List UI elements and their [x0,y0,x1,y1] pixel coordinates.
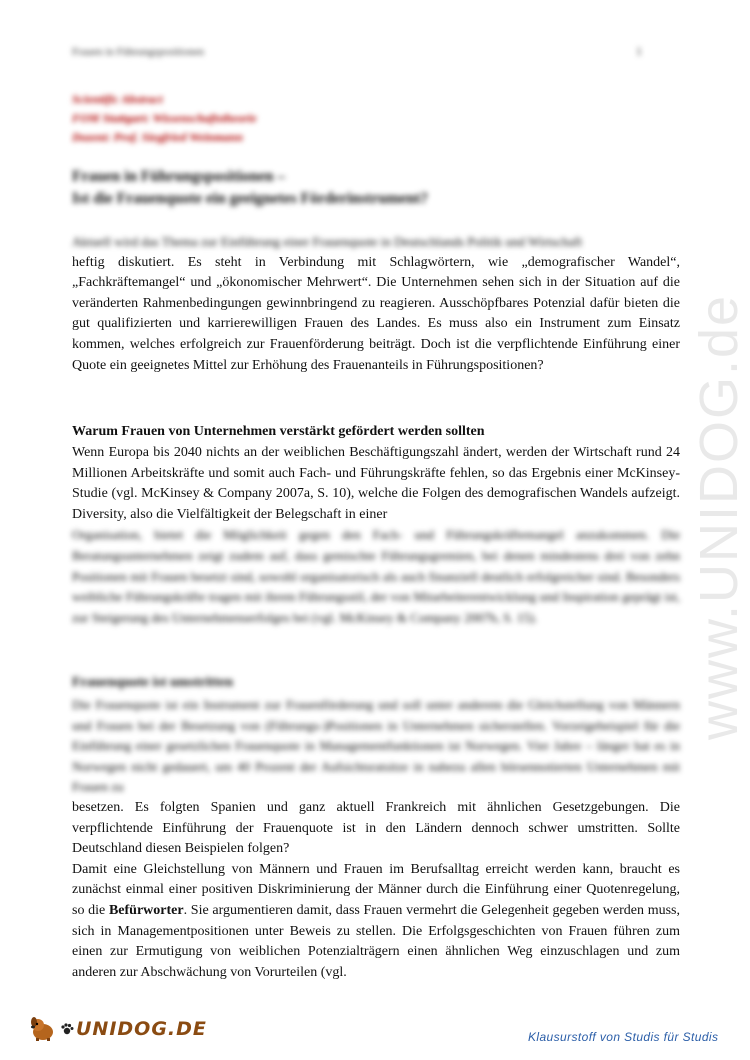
logo-text: UNIDOG.DE [76,1018,207,1040]
running-header: Frauen in Führungspositionen [72,46,204,58]
document-meta [72,90,257,147]
section1-paragraph [72,443,680,628]
paw-icon [60,1022,74,1036]
section2-text: besetzen. Es folgten Spanien und ganz aktuell Frankreich mit ähnlichen Gesetzgebungen. Die verpflichtende Einführung der Frauenquote ist in den Ländern dennoch schwer umstritten. Sollte Deutschland diesen Beispielen folgen? [72,799,680,857]
text2-before: Damit eine Gleichstellung von Männern und Frauen im Berufsalltag erreicht werden kann, braucht es zunächst einmal einer positiven Diskriminierung der Männer durch die Einführung einer Quotenregelung, so die [72,861,680,918]
document-title [72,166,672,210]
text2-after: . Sie argumentieren damit, dass Frauen vermehrt die Gelegenheit gegeben werden muss, sich in Managementpositionen unter Beweis zu stellen. Die Erfolgsgeschichten von Frauen führen zum einen zur Ermutigung von weiblichen Potenzialträgern einen ähnlichen Weg einzuschlagen und zum anderen zur Abschwächung von Vorurteilen (vgl. [72,902,680,980]
intro-paragraph [72,232,680,376]
watermark: www.UNIDOG.de [689,293,749,740]
dog-icon [28,1016,58,1042]
befuerworter-emphasis: Befürworter [108,902,184,918]
unidog-logo [28,1016,207,1042]
section2-heading: Frauenquote ist umstritten [72,675,233,690]
meta-type: Scientific Abstract [72,92,163,106]
meta-lecturer: Dozent: Prof. Siegfried Weinmann [72,130,243,144]
section2-text2 [72,860,680,984]
meta-course: FOM Stuttgart: Wissenschaftstheorie [72,111,257,125]
section1-heading: Warum Frauen von Unternehmen verstärkt gefördert werden sollten [72,424,485,439]
title-line-1: Frauen in Führungspositionen – [72,168,286,185]
section2-blurred-text: Die Frauenquote ist ein Instrument zur Frauenförderung und soll unter anderem die Gleichstellung von Männern und Frauen bei der Besetzung von (Führungs-)Positionen in Unternehmen sicherstellen. Vorzeigebeispiel für die Einführung einer gesetzlichen Frauenquote in Managementfunktionen ist Norwegen. Vier Jahre – länger hat es in Norwegen nicht gedauert, um 40 Prozent der Aufsichtsratsitze in nahezu allen börsennotierten Unternehmen mit Frauen zu [72,697,680,795]
footer-tagline: Klausurstoff von Studis für Studis [528,1030,719,1044]
page-number: 1 [636,44,642,58]
section1-text: Wenn Europa bis 2040 nichts an der weiblichen Beschäftigungszahl ändert, werden der Wirtschaft rund 24 Millionen Arbeitskräfte und somit auch Fach- und Führungskräfte fehlen, so das Ergebnis einer McKinsey-Studie (vgl. McKinsey & Company 2007a, S. 10), welche die Folgen des demografischen Wandels aufzeigt. Diversity, also die Vielfältigkeit der Belegschaft in einer [72,445,680,522]
section1-blurred-text: Organisation, bietet die Möglichkeit gegen den Fach- und Führungskräftemangel anzukommen. Die Beratungsunternehmen zeigt zudem auf, dass gemischte Führungsgremien, bei denen mindestens drei von zehn Positionen mit Frauen besetzt sind, sowohl organisatorisch als auch finanziell deutlich erfolgreicher sind. Besonders weibliche Führungskräfte tragen mit ihrem Führungsstil, der von Mitarbeiterentwicklung und Inspiration geprägt ist, zur Steigerung des Unternehmenserfolges bei (vgl. McKinsey & Company 2007b, S. 15). [72,527,680,625]
intro-blurred-line: Aktuell wird das Thema zur Einführung einer Frauenquote in Deutschlands Politik und Wirtschaft [72,234,583,249]
section2-paragraph [72,695,680,983]
title-line-2: Ist die Frauenquote ein geeignetes Förderinstrument? [72,190,429,207]
intro-text: heftig diskutiert. Es steht in Verbindung mit Schlagwörtern, wie „demografischer Wandel“, „Fachkräftemangel“ und „ökonomischer Mehrwert“. Die Unternehmen sehen sich in der Situation auf die veränderten Rahmenbedingungen gewinnbringend zu reagieren. Ausschöpfbares Potenzial dafür bieten die gut qualifizierten und karrierewilligen Frauen des Landes. Es muss also ein Instrument zum Einsatz kommen, welches erfolgreich zur Frauenförderung beiträgt. Doch ist die verpflichtende Einführung einer Quote ein geeignetes Mittel zur Erhöhung des Frauenanteils in Führungspositionen? [72,254,680,373]
